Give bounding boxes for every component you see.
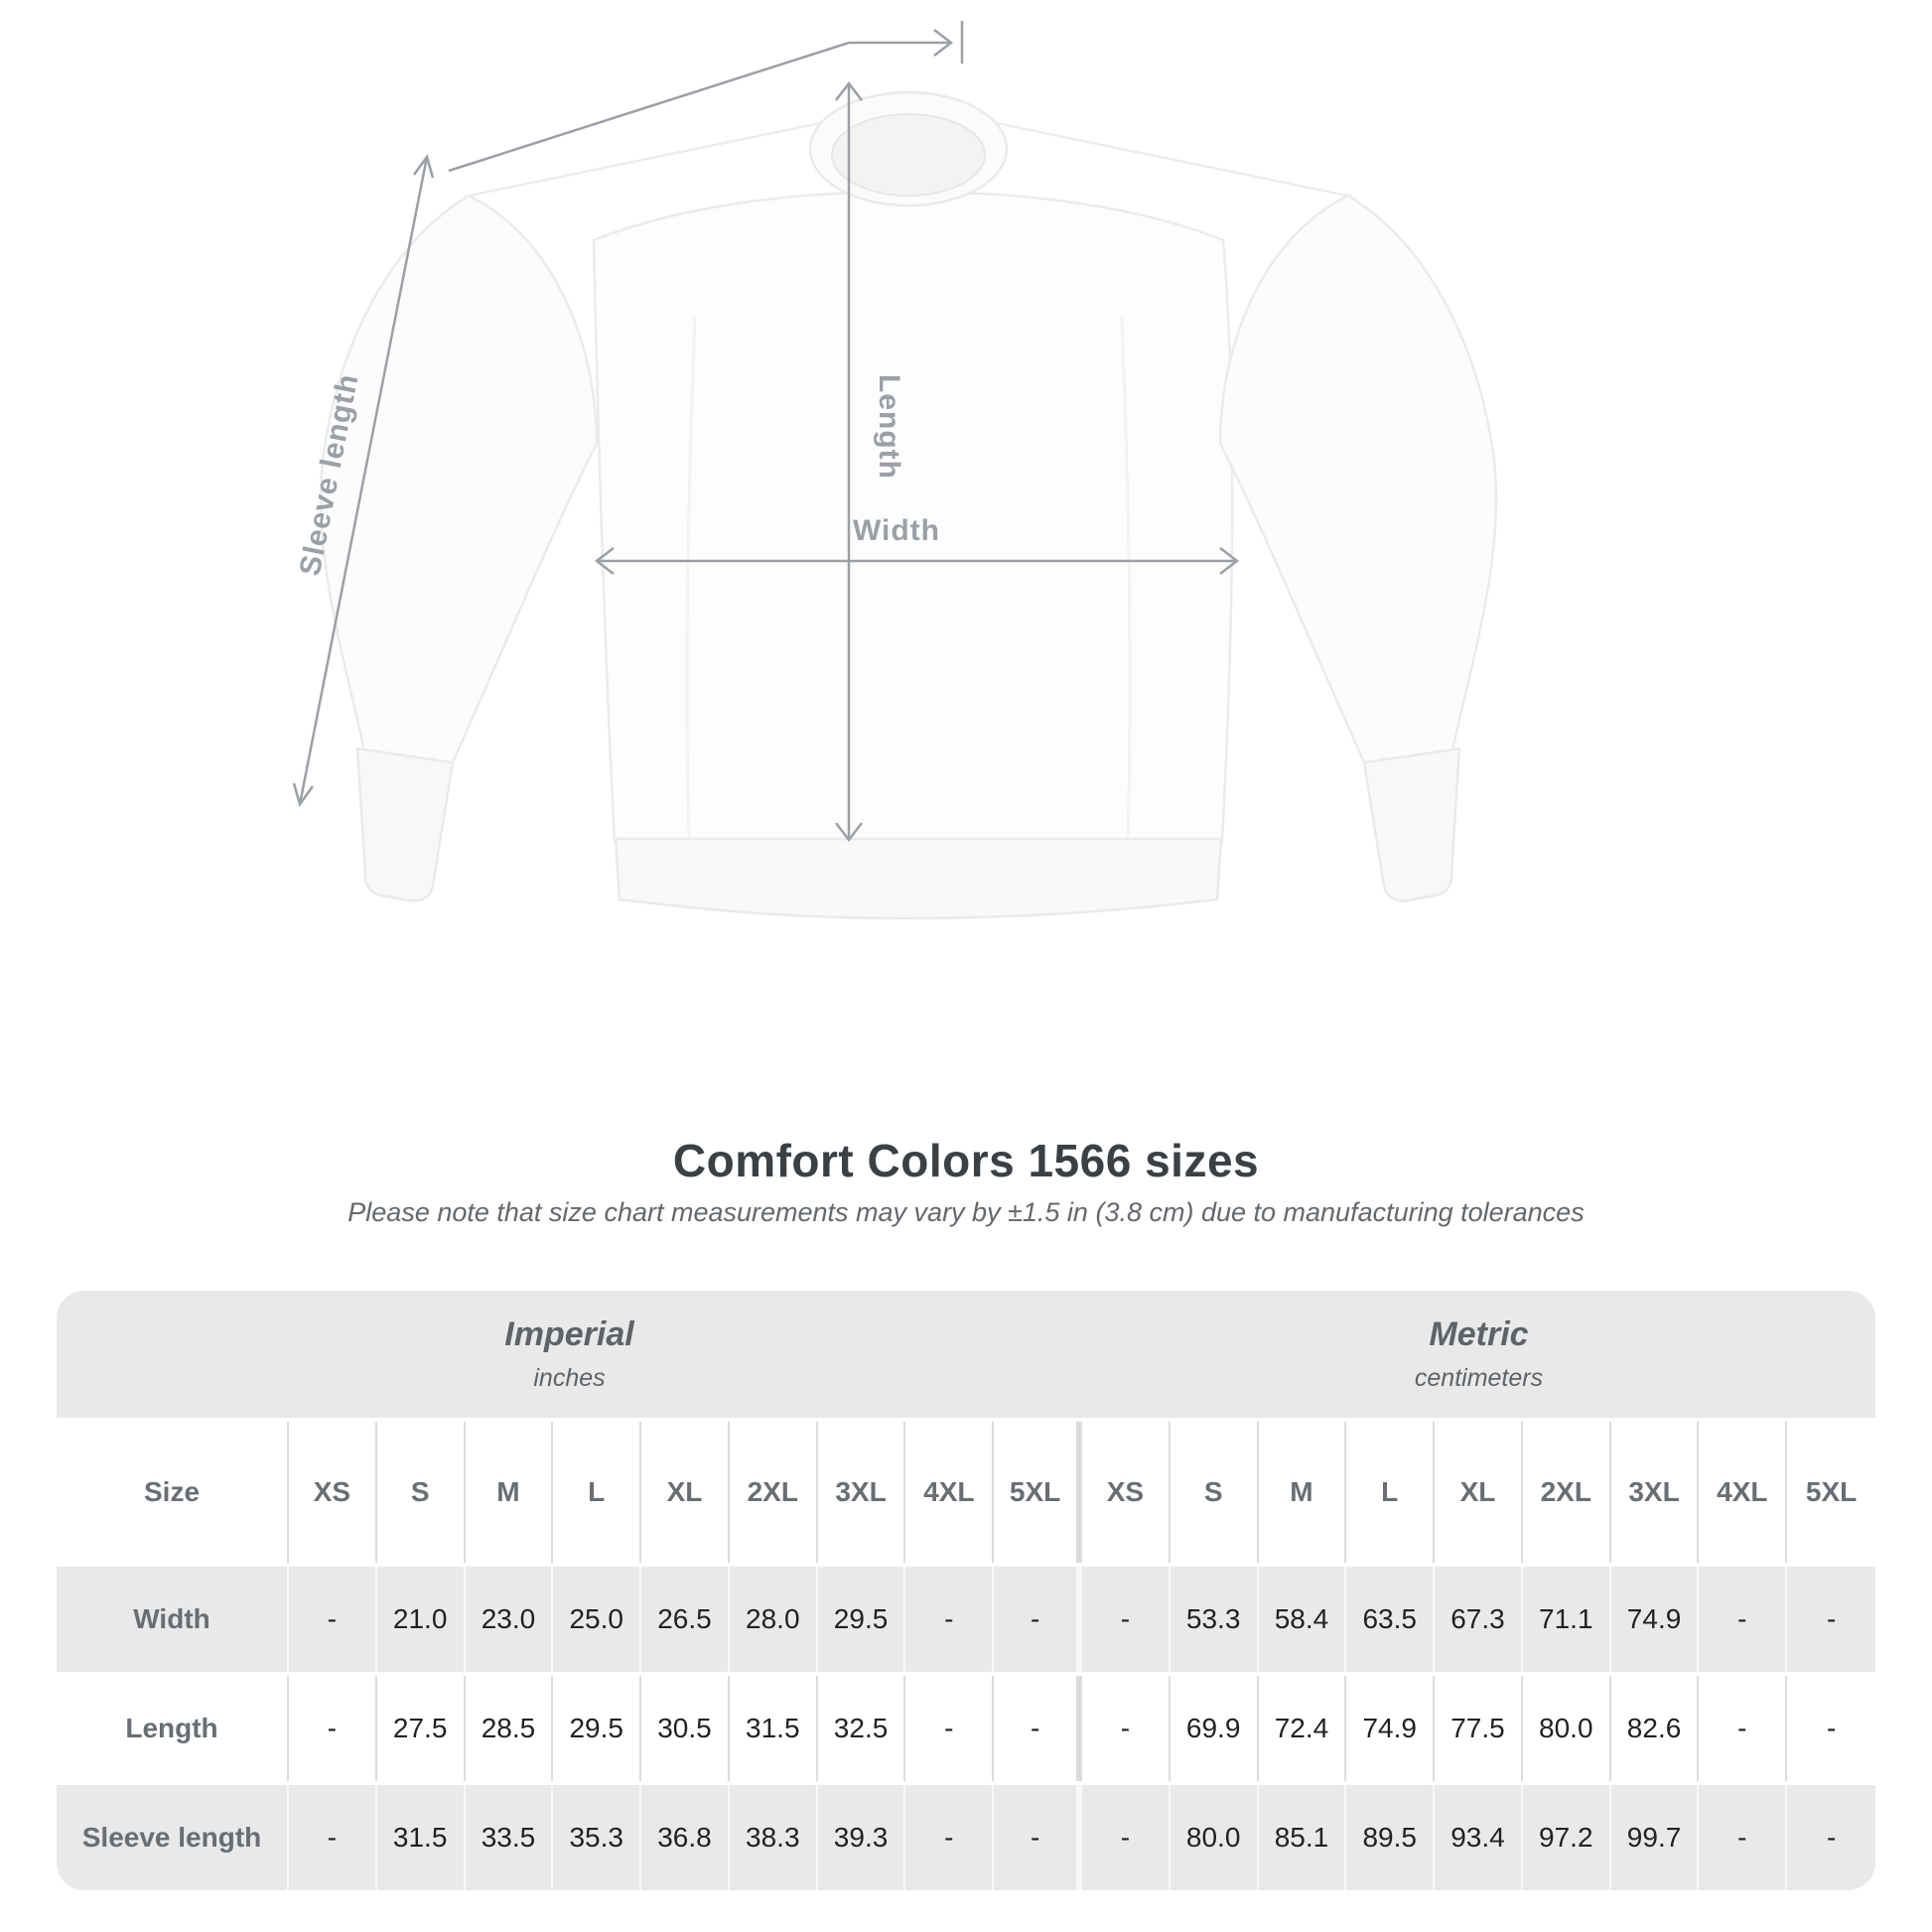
collar-opening <box>832 114 985 196</box>
width-imperial-l: 25.0 <box>553 1567 641 1672</box>
sleeve-imperial-2xl: 38.3 <box>730 1785 818 1890</box>
sleeve-imperial-xs: - <box>289 1785 377 1890</box>
size-header-metric-5xl: 5XL <box>1787 1422 1875 1563</box>
size-header-metric-m: M <box>1259 1422 1347 1563</box>
sleeve-metric-l: 89.5 <box>1346 1785 1435 1890</box>
length-imperial-s: 27.5 <box>377 1676 466 1781</box>
right-cuff <box>1364 749 1459 900</box>
width-imperial-m: 23.0 <box>466 1567 554 1672</box>
length-imperial-3xl: 32.5 <box>818 1676 906 1781</box>
length-imperial-xs: - <box>289 1676 377 1781</box>
size-header-imperial-xl: XL <box>641 1422 730 1563</box>
width-metric-l: 63.5 <box>1346 1567 1435 1672</box>
width-imperial-4xl: - <box>905 1567 994 1672</box>
sleeve-metric-xl: 93.4 <box>1435 1785 1523 1890</box>
size-header-metric-xl: XL <box>1435 1422 1523 1563</box>
width-metric-4xl: - <box>1699 1567 1787 1672</box>
sleeve-imperial-l: 35.3 <box>553 1785 641 1890</box>
size-header-imperial-3xl: 3XL <box>818 1422 906 1563</box>
page-title: Comfort Colors 1566 sizes <box>672 1135 1260 1186</box>
length-metric-3xl: 82.6 <box>1611 1676 1700 1781</box>
size-header-metric-2xl: 2XL <box>1523 1422 1611 1563</box>
width-metric-xl: 67.3 <box>1435 1567 1523 1672</box>
size-header-metric-4xl: 4XL <box>1699 1422 1787 1563</box>
width-label: Width <box>852 514 941 547</box>
size-header-metric-l: L <box>1346 1422 1435 1563</box>
width-imperial-3xl: 29.5 <box>818 1567 906 1672</box>
metric-section-title: Metric <box>1429 1315 1529 1353</box>
length-metric-s: 69.9 <box>1171 1676 1259 1781</box>
size-header-imperial-s: S <box>377 1422 466 1563</box>
sleeve-metric-s: 80.0 <box>1171 1785 1259 1890</box>
length-metric-xs: - <box>1082 1676 1171 1781</box>
size-header-metric-s: S <box>1171 1422 1259 1563</box>
length-imperial-m: 28.5 <box>466 1676 554 1781</box>
imperial-section-unit: inches <box>533 1364 606 1392</box>
size-header-metric-xs: XS <box>1082 1422 1171 1563</box>
size-header-imperial-4xl: 4XL <box>905 1422 994 1563</box>
size-header-imperial-m: M <box>466 1422 554 1563</box>
sleeve-imperial-m: 33.5 <box>466 1785 554 1890</box>
size-column-header: Size <box>57 1422 289 1563</box>
sleeve-imperial-3xl: 39.3 <box>818 1785 906 1890</box>
length-imperial-2xl: 31.5 <box>730 1676 818 1781</box>
length-imperial-5xl: - <box>994 1676 1082 1781</box>
right-sleeve <box>1220 196 1496 764</box>
width-imperial-xl: 26.5 <box>641 1567 730 1672</box>
sleeve-metric-2xl: 97.2 <box>1523 1785 1611 1890</box>
sleeve-metric-m: 85.1 <box>1259 1785 1347 1890</box>
row-label-width: Width <box>57 1567 289 1672</box>
sleeve-metric-xs: - <box>1082 1785 1171 1890</box>
sleeve-metric-4xl: - <box>1699 1785 1787 1890</box>
size-header-imperial-l: L <box>553 1422 641 1563</box>
width-metric-m: 58.4 <box>1259 1567 1347 1672</box>
length-metric-5xl: - <box>1787 1676 1875 1781</box>
width-imperial-s: 21.0 <box>377 1567 466 1672</box>
width-metric-2xl: 71.1 <box>1523 1567 1611 1672</box>
length-imperial-l: 29.5 <box>553 1676 641 1781</box>
metric-section-unit: centimeters <box>1414 1364 1544 1392</box>
waistband <box>616 839 1221 918</box>
width-imperial-5xl: - <box>994 1567 1082 1672</box>
sleeve-imperial-5xl: - <box>994 1785 1082 1890</box>
imperial-section-header <box>57 1291 1082 1418</box>
width-imperial-xs: - <box>289 1567 377 1672</box>
width-metric-s: 53.3 <box>1171 1567 1259 1672</box>
sweatshirt-illustration <box>321 92 1496 918</box>
length-label: Length <box>873 374 905 480</box>
width-imperial-2xl: 28.0 <box>730 1567 818 1672</box>
sleeve-length-label: Sleeve length <box>293 370 365 579</box>
left-cuff <box>357 749 453 900</box>
size-header-imperial-2xl: 2XL <box>730 1422 818 1563</box>
width-metric-5xl: - <box>1787 1567 1875 1672</box>
sleeve-metric-5xl: - <box>1787 1785 1875 1890</box>
sleeve-imperial-4xl: - <box>905 1785 994 1890</box>
size-header-imperial-xs: XS <box>289 1422 377 1563</box>
sleeve-imperial-s: 31.5 <box>377 1785 466 1890</box>
length-imperial-xl: 30.5 <box>641 1676 730 1781</box>
length-metric-l: 74.9 <box>1346 1676 1435 1781</box>
width-metric-xs: - <box>1082 1567 1171 1672</box>
sleeve-imperial-xl: 36.8 <box>641 1785 730 1890</box>
length-metric-m: 72.4 <box>1259 1676 1347 1781</box>
left-sleeve <box>321 196 597 764</box>
size-chart-table <box>57 1291 1875 1890</box>
length-metric-2xl: 80.0 <box>1523 1676 1611 1781</box>
size-header-metric-3xl: 3XL <box>1611 1422 1700 1563</box>
length-metric-4xl: - <box>1699 1676 1787 1781</box>
metric-section-header <box>1082 1291 1875 1418</box>
tolerance-note: Please note that size chart measurements may vary by ±1.5 in (3.8 cm) due to manufacturing tolerances <box>347 1197 1585 1227</box>
row-label-sleeve-length: Sleeve length <box>57 1785 289 1890</box>
sleeve-metric-3xl: 99.7 <box>1611 1785 1700 1890</box>
size-header-imperial-5xl: 5XL <box>994 1422 1082 1563</box>
imperial-section-title: Imperial <box>504 1315 634 1353</box>
width-metric-3xl: 74.9 <box>1611 1567 1700 1672</box>
length-imperial-4xl: - <box>905 1676 994 1781</box>
row-label-length: Length <box>57 1676 289 1781</box>
length-metric-xl: 77.5 <box>1435 1676 1523 1781</box>
